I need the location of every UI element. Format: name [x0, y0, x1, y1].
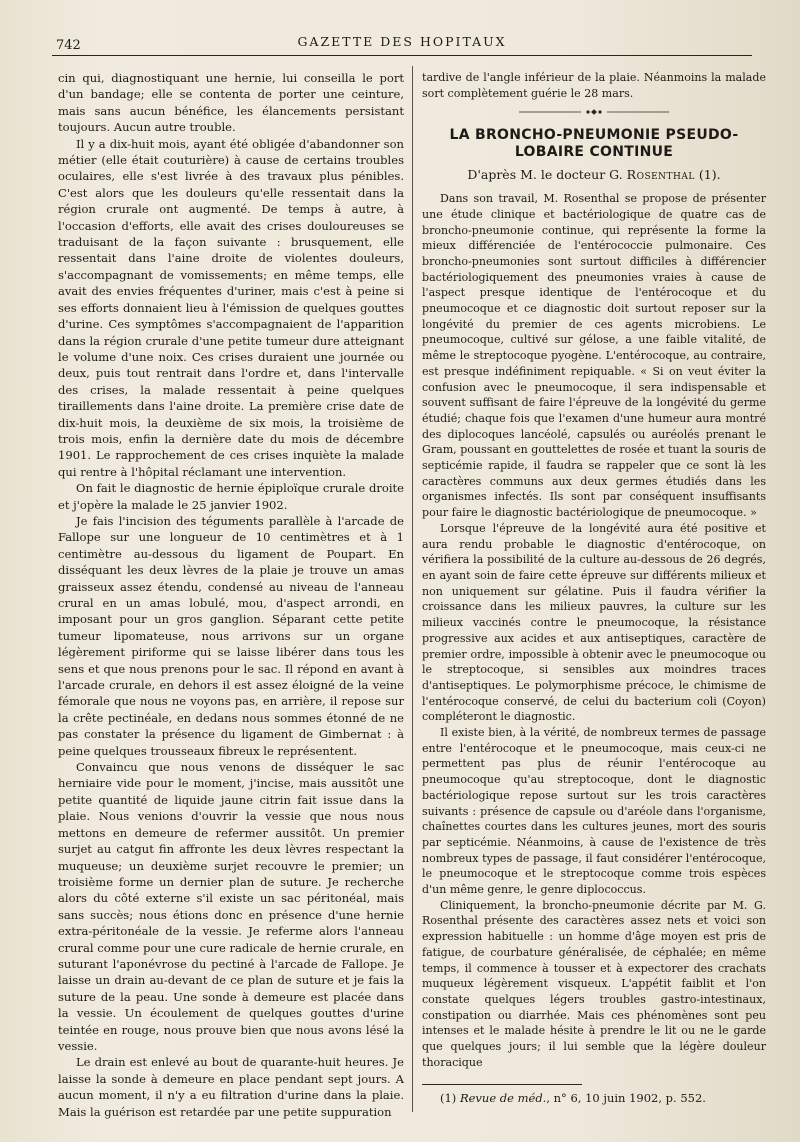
- page-number: 742: [56, 38, 81, 53]
- page-header: [56, 30, 748, 52]
- lead-in-paragraph: tardive de l'angle inférieur de la plaie. Néanmoins la malade sort complètement guérie le 28 mars.: [422, 71, 766, 100]
- header-rule: [52, 55, 752, 56]
- left-paragraph-6: Le drain est enlevé au bout de quarante-huit heures. Je laisse la sonde à demeure en place pendant sept jours. A aucun moment, il n'y a eu filtration d'urine dans la plaie. Mais la guérison est retardée par une petite suppuration: [58, 1055, 404, 1119]
- journal-title: GAZETTE DES HOPITAUX: [297, 34, 507, 49]
- footnote-rule: [422, 1084, 582, 1085]
- footnote-journal: Revue de méd.: [459, 1091, 547, 1106]
- footnote-marker: (1): [440, 1091, 457, 1106]
- byline-prefix: D'après M. le docteur G.: [467, 167, 623, 183]
- left-column: [58, 70, 404, 1120]
- column-separator: [412, 66, 413, 1112]
- footnote-reference: , n° 6, 10 juin 1902, p. 552.: [546, 1091, 706, 1106]
- left-paragraph-4: Je fais l'incision des téguments parallèle à l'arcade de Fallope sur une longueur de 10 centimètres et à 1 centimètre au-dessous du ligament de Poupart. En disséquant les deux lèvres de la plaie je trouve un amas graisseux assez étendu, condensé au niveau de l'anneau crural en un amas lobulé, mou, d'aspect arrondi, en imposant pour un gros ganglion. Séparant cette petite tumeur lipomateuse, nous arrivons sur un organe légèrement piriforme qui se laisse libérer dans tous les sens et que nous prenons pour le sac. Il répond en avant à l'arcade crurale, en dehors il est assez éloigné de la veine fémorale que nous ne voyons pas, en arrière, il repose sur la crête pectinéale, en dedans nous sommes étonné de ne pas constater la présence du ligament de Gimbernat : à peine quelques trousseaux fibreux le représentent.: [58, 513, 404, 758]
- article-byline: [422, 167, 766, 183]
- right-paragraph-1: Dans son travail, M. Rosenthal se propose de présenter une étude clinique et bactériologique de quatre cas de broncho-pneumonie continue, qui représente la forme la mieux différenciée de l'entérococcie pulmonaire. Ces broncho-pneumonies sont surtout difficiles à différencier bactériologiquement des pneumonies vraies à cause de l'aspect presque identique de l'entérocoque et du pneumocoque et ce diagnostic doit surtout reposer sur la longévité du premier de ces agents microbiens. Le pneumocoque, cultivé sur gélose, a une faible vitalité, de même le streptocoque pyogène. L'entérocoque, au contraire, est presque indéfiniment repiquable. « Si on veut éviter la confusion avec le pneumocoque, il sera indispensable et souvent suffisant de faire l'épreuve de la longévité du germe étudié; chaque fois que l'examen d'une humeur aura montré des diplocoques lancéolé, capsulés ou auréolés prenant le Gram, poussant en gouttelettes de rosée et tuant la souris de septicémie rapide, il faudra se rappeler que ce sont là les caractères communs aux deux germes étudiés dans les organismes infectés. Ils sont par conséquent insuffisants pour faire le diagnostic bactériologique de pneumocoque. »: [422, 192, 766, 520]
- right-paragraph-2: Lorsque l'épreuve de la longévité aura été positive et aura rendu probable le diagnostic d'entérocoque, on vérifiera la possibilité de la culture au-dessous de 26 degrés, en ayant soin de faire cette épreuve sur différents milieux et non uniquement sur gélatine. Puis il faudra vérifier la croissance dans les milieux pauvres, la culture sur les milieux vaccinés contre le pneumocoque, la résistance progressive aux acides et aux antiseptiques, caractère de premier ordre, impossible à obtenir avec le pneumocoque ou le streptocoque, si sensibles aux moindres traces d'antiseptiques. Le polymorphisme précoce, le chimisme de l'entérocoque conservé, de celui du bacterium coli (Coyon) compléteront le diagnostic.: [422, 521, 766, 724]
- left-paragraph-5: Convaincu que nous venons de disséquer le sac herniaire vide pour le moment, j'incise, mais aussitôt une petite quantité de liquide jaune citrin fait issue dans la plaie. Nous venions d'ouvrir la vessie que nous nous mettons en demeure de refermer aussitôt. Un premier surjet au catgut fin affronte les deux lèvres respectant la muqueuse; un deuxième surjet recouvre le premier; un troisième forme un dernier plan de suture. Je recherche alors du côté externe s'il existe un sac péritonéal, mais sans succès; nous étions donc en présence d'une hernie extra-péritonéale de la vessie. Je referme alors l'anneau crural comme pour une cure radicale de hernie crurale, en suturant l'aponévrose du pectiné à l'arcade de Fallope. Je laisse un drain au-devant de ce plan de suture et je fais la suture de la peau. Une sonde à demeure est placée dans la vessie. Un écoulement de quelques gouttes d'urine teintée en rouge, nous prouve bien que nous avons lésé la vessie.: [58, 760, 404, 1053]
- left-paragraph-2: Il y a dix-huit mois, ayant été obligée d'abandonner son métier (elle était couturière) à cause de certains troubles oculaires, elle s'est livrée à des travaux plus pénibles. C'est alors que les douleurs qu'elle ressentait dans la région crurale ont augmenté. De temps à autre, à l'occasion d'efforts, elle avait des crises douloureuses se traduisant de la façon suivante : brusquement, elle ressentait dans l'aine droite de violentes douleurs, s'accompagnant de vomissements; en même temps, elle avait des envies fréquentes d'uriner, mais c'est à peine si ses efforts donnaient lieu à l'émission de quelques gouttes d'urine. Ces symptômes s'accompagnaient de l'apparition dans la région crurale d'une petite tumeur dure atteignant le volume d'une noix. Ces crises duraient une journée ou deux, puis tout rentrait dans l'ordre et, dans l'intervalle des crises, la malade ressentait à peine quelques tiraillements dans l'aine droite. La première crise date de dix-huit mois, la deuxième de six mois, la troisième de trois mois, enfin la dernière date du mois de décembre 1901. Le rapprochement de ces crises inquiète la malade qui rentre à l'hôpital réclamant une intervention.: [58, 136, 404, 479]
- section-divider-ornament: [519, 107, 669, 117]
- right-paragraph-4: Cliniquement, la broncho-pneumonie décrite par M. G. Rosenthal présente des caractères assez nets et voici son expression habituelle : un homme d'âge moyen est pris de fatigue, de courbature généralisée, de céphalée; en même temps, il commence à tousser et à expectorer des crachats muqueux légèrement visqueux. L'appétit faiblit et l'on constate quelques légers troubles gastro-intestinaux, constipation ou diarrhée. Mais ces phénomènes sont peu intenses et le malade hésite à prendre le lit ou ne le garde que quelques jours; il lui semble que la légère douleur thoracique: [422, 898, 766, 1069]
- article-title: LA BRONCHO-PNEUMONIE PSEUDO-LOBAIRE CONTINUE: [449, 127, 739, 161]
- byline-author: Rosenthal: [626, 167, 695, 183]
- right-column: [422, 70, 766, 1107]
- left-paragraph-3: On fait le diagnostic de hernie épiploïque crurale droite et j'opère la malade le 25 janvier 1902.: [58, 481, 404, 512]
- byline-note-ref: (1).: [698, 167, 721, 183]
- right-paragraph-3: Il existe bien, à la vérité, de nombreux termes de passage entre l'entérocoque et le pneumocoque, mais ceux-ci ne permettent pas plus de réunir l'entérocoque au pneumocoque qu'au streptocoque, dont le diagnostic bactériologique repose surtout sur les trois caractères suivants : présence de capsule ou d'aréole dans l'organisme, chaînettes courtes dans les cultures jeunes, mort des souris par septicémie. Néanmoins, à cause de l'existence de très nombreux types de passage, il faut considérer l'entérocoque, le pneumocoque et le streptocoque comme trois espèces d'un même genre, le genre diplococcus.: [422, 726, 766, 897]
- footnote: [422, 1091, 766, 1107]
- left-paragraph-1: cin qui, diagnostiquant une hernie, lui conseilla le port d'un bandage; elle se contenta de porter une ceinture, mais sans aucun bénéfice, les élancements persistant toujours. Aucun autre trouble.: [58, 71, 404, 135]
